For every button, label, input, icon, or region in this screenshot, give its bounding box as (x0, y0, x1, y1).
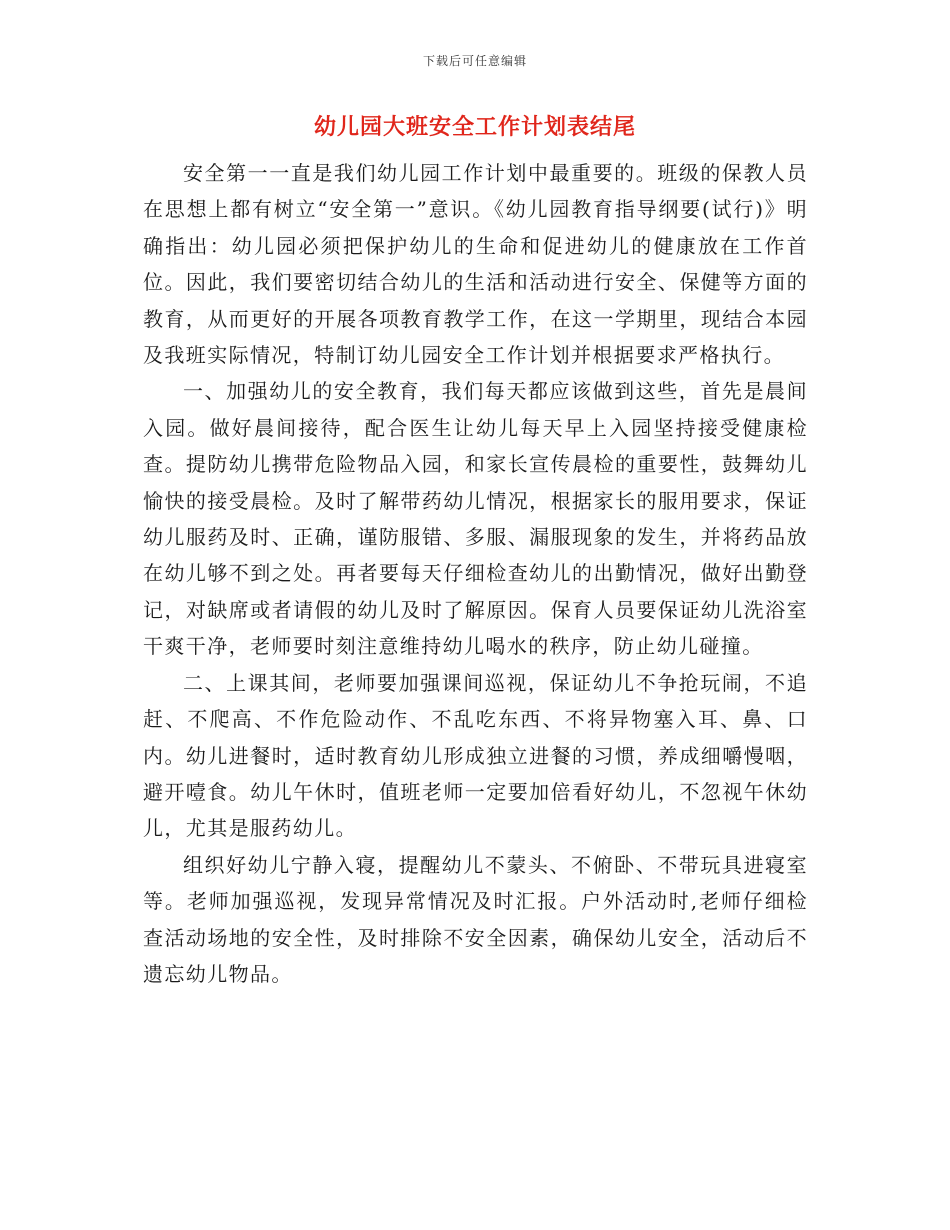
paragraph-intro: 安全第一一直是我们幼儿园工作计划中最重要的。班级的保教人员在思想上都有树立“安全第一”意识。《幼儿园教育指导纲要(试行)》明确指出：幼儿园必须把保护幼儿的生命和促进幼儿的健康放在工作首位。因此，我们要密切结合幼儿的生活和活动进行安全、保健等方面的教育，从而更好的开展各项教育教学工作，在这一学期里，现结合本园及我班实际情况，特制订幼儿园安全工作计划并根据要求严格执行。 (143, 161, 808, 368)
header-note: 下载后可任意编辑 (422, 54, 527, 68)
document-body (143, 155, 808, 992)
document-title: 幼儿园大班安全工作计划表结尾 (313, 114, 636, 140)
paragraph-nap-outdoor: 组织好幼儿宁静入寝，提醒幼儿不蒙头、不俯卧、不带玩具进寝室等。老师加强巡视，发现异常情况及时汇报。户外活动时,老师仔细检查活动场地的安全性，及时排除不安全因素，确保幼儿安全，活动后不遗忘幼儿物品。 (143, 852, 808, 986)
paragraph-class-time: 二、上课其间，老师要加强课间巡视，保证幼儿不争抢玩闹，不追赶、不爬高、不作危险动作、不乱吃东西、不将异物塞入耳、鼻、口内。幼儿进餐时，适时教育幼儿形成独立进餐的习惯，养成细嚼慢咽，避开噎食。幼儿午休时，值班老师一定要加倍看好幼儿，不忽视午休幼儿，尤其是服药幼儿。 (143, 670, 808, 841)
paragraph-morning-entry: 一、加强幼儿的安全教育，我们每天都应该做到这些，首先是晨间入园。做好晨间接待，配合医生让幼儿每天早上入园坚持接受健康检查。提防幼儿携带危险物品入园，和家长宣传晨检的重要性，鼓舞幼儿愉快的接受晨检。及时了解带药幼儿情况，根据家长的服用要求，保证幼儿服药及时、正确，谨防服错、多服、漏服现象的发生，并将药品放在幼儿够不到之处。再者要每天仔细检查幼儿的出勤情况，做好出勤登记，对缺席或者请假的幼儿及时了解原因。保育人员要保证幼儿洗浴室干爽干净，老师要时刻注意维持幼儿喝水的秩序，防止幼儿碰撞。 (143, 379, 808, 659)
